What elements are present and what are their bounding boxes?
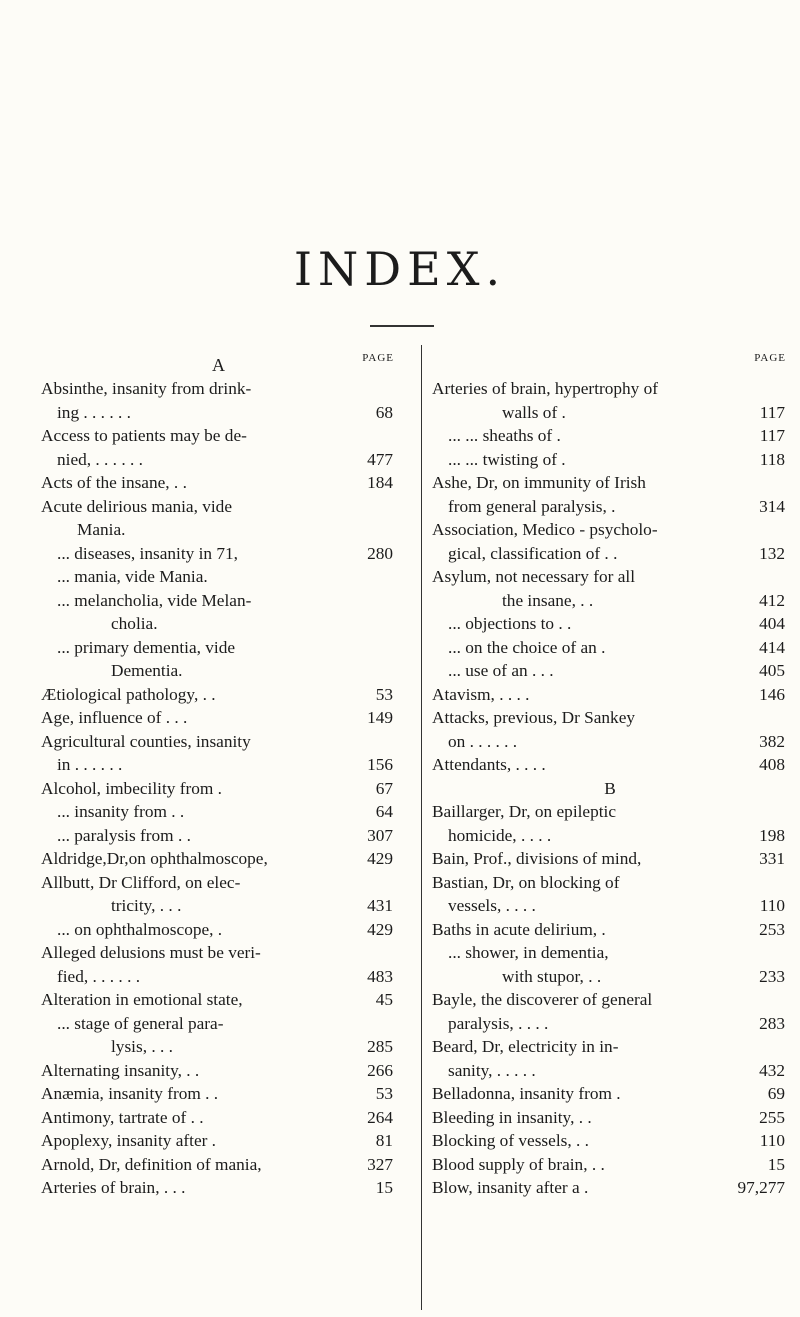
page-number: 429 xyxy=(367,849,393,868)
entry-text: Baillarger, Dr, on epileptic xyxy=(432,802,617,821)
column-divider xyxy=(421,345,422,1310)
index-entry-line xyxy=(41,589,396,613)
entry-text: Alleged delusions must be veri- xyxy=(41,943,261,962)
index-entry-line xyxy=(41,659,396,683)
page-number: 53 xyxy=(375,1084,393,1103)
page-number: 327 xyxy=(367,1154,393,1174)
right-entry-list-a xyxy=(432,377,788,777)
entry-text: Acts of the insane, . . xyxy=(41,473,187,492)
index-entry-line xyxy=(432,753,788,777)
entry-text: Blocking of vessels, . . xyxy=(432,1131,589,1150)
index-entry-line xyxy=(432,871,788,895)
page-number: 198 xyxy=(759,825,785,845)
entry-text: Bastian, Dr, on blocking of xyxy=(432,872,620,892)
entry-text: Absinthe, insanity from drink- xyxy=(41,379,252,398)
index-entry-line xyxy=(432,730,788,754)
entry-text: ... ... sheaths of . xyxy=(448,426,561,445)
entry-text: ing . . . . . . xyxy=(57,402,131,422)
entry-text: Aldridge,Dr,on ophthalmoscope, xyxy=(41,849,268,868)
entry-text: ... insanity from . . xyxy=(57,802,185,821)
entry-text: Alternating insanity, . . xyxy=(41,1060,200,1080)
index-entry-line xyxy=(41,988,396,1012)
entry-text: Ætiological pathology, . . xyxy=(41,684,216,704)
page-number: 477 xyxy=(367,449,393,469)
page-number: 156 xyxy=(367,755,393,774)
entry-text: Access to patients may be de- xyxy=(41,426,247,445)
index-entry-line xyxy=(432,965,788,989)
page-column-label: PAGE xyxy=(754,352,786,364)
index-entry-line xyxy=(432,683,788,707)
index-entry-line xyxy=(41,424,396,448)
index-entry-line xyxy=(432,448,788,472)
right-column xyxy=(432,352,788,1200)
entry-text: ... stage of general para- xyxy=(57,1013,224,1033)
entry-text: ... melancholia, vide Melan- xyxy=(57,590,252,610)
entry-text: ... on the choice of an . xyxy=(448,637,606,657)
index-entry-line xyxy=(41,1176,396,1200)
index-entry-line xyxy=(41,800,396,824)
left-entry-list xyxy=(41,377,396,1200)
page-number: 15 xyxy=(767,1154,785,1174)
page-number: 408 xyxy=(759,755,785,774)
index-entry-line xyxy=(432,636,788,660)
entry-text: Arnold, Dr, definition of mania, xyxy=(41,1154,262,1174)
index-entry-line xyxy=(41,777,396,801)
index-entry-line xyxy=(432,706,788,730)
entry-text: cholia. xyxy=(111,614,158,633)
entry-text: in . . . . . . xyxy=(57,755,123,774)
entry-text: fied, . . . . . . xyxy=(57,966,141,986)
entry-text: Baths in acute delirium, . xyxy=(432,919,606,939)
section-letter-b: B xyxy=(604,778,616,798)
right-entry-list-b xyxy=(432,800,788,1200)
index-entry-line xyxy=(41,1129,396,1153)
index-entry-line xyxy=(41,448,396,472)
entry-text: sanity, . . . . . xyxy=(448,1060,536,1080)
index-entry-line xyxy=(432,1129,788,1153)
index-entry-line xyxy=(432,377,788,401)
index-entry-line xyxy=(41,1106,396,1130)
page-number: 283 xyxy=(759,1013,785,1033)
entry-text: vessels, . . . . xyxy=(448,896,536,915)
index-entry-line xyxy=(432,894,788,918)
page-number: 414 xyxy=(759,637,785,657)
page-number: 110 xyxy=(759,1131,785,1150)
entry-text: Attendants, . . . . xyxy=(432,755,546,774)
entry-text: Alteration in emotional state, xyxy=(41,990,243,1009)
index-entry-line xyxy=(41,706,396,730)
entry-text: Arteries of brain, hypertrophy of xyxy=(432,379,659,398)
entry-text: Mania. xyxy=(77,520,126,539)
index-entry-line xyxy=(41,1082,396,1106)
index-entry-line xyxy=(432,1176,788,1200)
entry-text: ... shower, in dementia, xyxy=(448,943,609,962)
index-entry-line xyxy=(41,941,396,965)
section-letter-a: A xyxy=(212,355,225,375)
entry-text: ... primary dementia, vide xyxy=(57,637,236,657)
page-number: 314 xyxy=(759,496,785,516)
index-title: INDEX. xyxy=(293,242,507,296)
index-entry-line xyxy=(41,612,396,636)
index-entry-line xyxy=(41,471,396,495)
index-entry-line xyxy=(41,1059,396,1083)
index-entry-line xyxy=(41,377,396,401)
entry-text: Bayle, the discoverer of general xyxy=(432,990,653,1009)
title-rule xyxy=(370,325,434,327)
index-entry-line xyxy=(41,518,396,542)
entry-text: gical, classification of . . xyxy=(448,543,618,563)
entry-text: walls of . xyxy=(502,402,566,422)
page-number: 117 xyxy=(759,426,785,445)
index-entry-line xyxy=(432,542,788,566)
entry-text: Arteries of brain, . . . xyxy=(41,1178,186,1197)
entry-text: Belladonna, insanity from . xyxy=(432,1084,621,1103)
entry-text: nied, . . . . . . xyxy=(57,449,143,469)
page-number: 255 xyxy=(759,1107,785,1127)
page-number: 253 xyxy=(759,919,785,939)
index-entry-line xyxy=(432,1082,788,1106)
page-number: 382 xyxy=(759,731,785,751)
index-entry-line xyxy=(41,847,396,871)
entry-text: Allbutt, Dr Clifford, on elec- xyxy=(41,872,241,892)
index-entry-line xyxy=(432,495,788,519)
index-entry-line xyxy=(432,918,788,942)
index-entry-line xyxy=(41,1012,396,1036)
page-number: 67 xyxy=(375,778,393,798)
entry-text: lysis, . . . xyxy=(111,1037,173,1056)
page-number: 184 xyxy=(367,473,393,492)
index-entry-line xyxy=(432,800,788,824)
index-entry-line xyxy=(432,1059,788,1083)
entry-text: ... use of an . . . xyxy=(448,661,554,680)
page-number: 69 xyxy=(767,1084,785,1103)
page-number: 431 xyxy=(367,896,393,915)
page-number: 53 xyxy=(375,684,393,704)
index-entry-line xyxy=(432,424,788,448)
page-number: 280 xyxy=(367,543,393,563)
entry-text: Age, influence of . . . xyxy=(41,708,188,727)
entry-text: Antimony, tartrate of . . xyxy=(41,1107,204,1127)
entry-text: Bain, Prof., divisions of mind, xyxy=(432,849,642,868)
entry-text: the insane, . . xyxy=(502,590,594,610)
page-number: 412 xyxy=(759,590,785,610)
index-entry-line xyxy=(432,612,788,636)
page-number: 64 xyxy=(375,802,393,821)
entry-text: Apoplexy, insanity after . xyxy=(41,1131,217,1150)
entry-text: ... paralysis from . . xyxy=(57,825,191,845)
page-number: 110 xyxy=(759,896,785,915)
entry-text: ... objections to . . xyxy=(448,614,572,633)
index-entry-line xyxy=(432,401,788,425)
entry-text: Bleeding in insanity, . . xyxy=(432,1107,592,1127)
index-entry-line xyxy=(432,1153,788,1177)
index-entry-line xyxy=(41,824,396,848)
entry-text: tricity, . . . xyxy=(111,896,182,915)
index-entry-line xyxy=(432,824,788,848)
section-header-a xyxy=(41,352,396,375)
index-entry-line xyxy=(41,401,396,425)
index-entry-line xyxy=(432,471,788,495)
page-label-header-right xyxy=(432,352,788,372)
page-number: 97,277 xyxy=(737,1178,785,1197)
entry-text: ... ... twisting of . xyxy=(448,449,566,469)
page-number: 264 xyxy=(367,1107,393,1127)
page-number: 132 xyxy=(759,543,785,563)
page-number: 285 xyxy=(367,1037,393,1056)
entry-text: from general paralysis, . xyxy=(448,496,616,516)
index-entry-line xyxy=(432,518,788,542)
page-number: 146 xyxy=(759,684,785,704)
index-entry-line xyxy=(41,495,396,519)
index-entry-line xyxy=(432,1035,788,1059)
index-entry-line xyxy=(432,1106,788,1130)
entry-text: ... mania, vide Mania. xyxy=(57,567,208,586)
page-number: 405 xyxy=(759,661,785,680)
entry-text: ... diseases, insanity in 71, xyxy=(57,543,238,563)
entry-text: Attacks, previous, Dr Sankey xyxy=(432,708,636,727)
index-entry-line xyxy=(41,871,396,895)
index-entry-line xyxy=(432,988,788,1012)
page-number: 266 xyxy=(367,1060,393,1080)
index-entry-line xyxy=(41,1153,396,1177)
page-number: 404 xyxy=(759,614,785,633)
entry-text: Atavism, . . . . xyxy=(432,684,530,704)
page-number: 432 xyxy=(759,1060,785,1080)
page-column-label: PAGE xyxy=(362,352,394,364)
page-number: 81 xyxy=(375,1131,393,1150)
page-number: 15 xyxy=(375,1178,393,1197)
index-entry-line xyxy=(41,918,396,942)
index-entry-line xyxy=(432,659,788,683)
index-entry-line xyxy=(432,589,788,613)
entry-text: Anæmia, insanity from . . xyxy=(41,1084,219,1103)
left-column xyxy=(41,352,396,1200)
index-entry-line xyxy=(432,1012,788,1036)
index-entry-line xyxy=(41,965,396,989)
index-entry-line xyxy=(41,730,396,754)
entry-text: Acute delirious mania, vide xyxy=(41,496,232,516)
entry-text: Blow, insanity after a . xyxy=(432,1178,589,1197)
page-number: 68 xyxy=(375,402,393,422)
entry-text: Alcohol, imbecility from . xyxy=(41,778,222,798)
page-number: 118 xyxy=(759,449,785,469)
entry-text: Asylum, not necessary for all xyxy=(432,567,636,586)
entry-text: homicide, . . . . xyxy=(448,825,552,845)
page-number: 429 xyxy=(367,919,393,939)
page-number: 483 xyxy=(367,966,393,986)
entry-text: Dementia. xyxy=(111,661,183,680)
entry-text: Beard, Dr, electricity in in- xyxy=(432,1037,619,1056)
index-entry-line xyxy=(41,565,396,589)
entry-text: ... on ophthalmoscope, . xyxy=(57,919,223,939)
index-entry-line xyxy=(432,847,788,871)
entry-text: paralysis, . . . . xyxy=(448,1013,549,1033)
entry-text: Ashe, Dr, on immunity of Irish xyxy=(432,473,646,492)
entry-text: with stupor, . . xyxy=(502,966,602,986)
page-number: 45 xyxy=(375,990,393,1009)
page-number: 233 xyxy=(759,966,785,986)
page-number: 117 xyxy=(759,402,785,422)
index-entry-line xyxy=(41,636,396,660)
index-entry-line xyxy=(432,941,788,965)
entry-text: Association, Medico - psycholo- xyxy=(432,520,658,539)
page-number: 149 xyxy=(367,708,393,727)
entry-text: Agricultural counties, insanity xyxy=(41,731,251,751)
index-entry-line xyxy=(41,542,396,566)
index-entry-line xyxy=(41,1035,396,1059)
entry-text: on . . . . . . xyxy=(448,731,518,751)
entry-text: Blood supply of brain, . . xyxy=(432,1154,605,1174)
index-entry-line xyxy=(41,753,396,777)
index-entry-line xyxy=(41,683,396,707)
index-entry-line xyxy=(432,565,788,589)
page-number: 331 xyxy=(759,849,785,868)
page-number: 307 xyxy=(367,825,393,845)
index-entry-line xyxy=(41,894,396,918)
